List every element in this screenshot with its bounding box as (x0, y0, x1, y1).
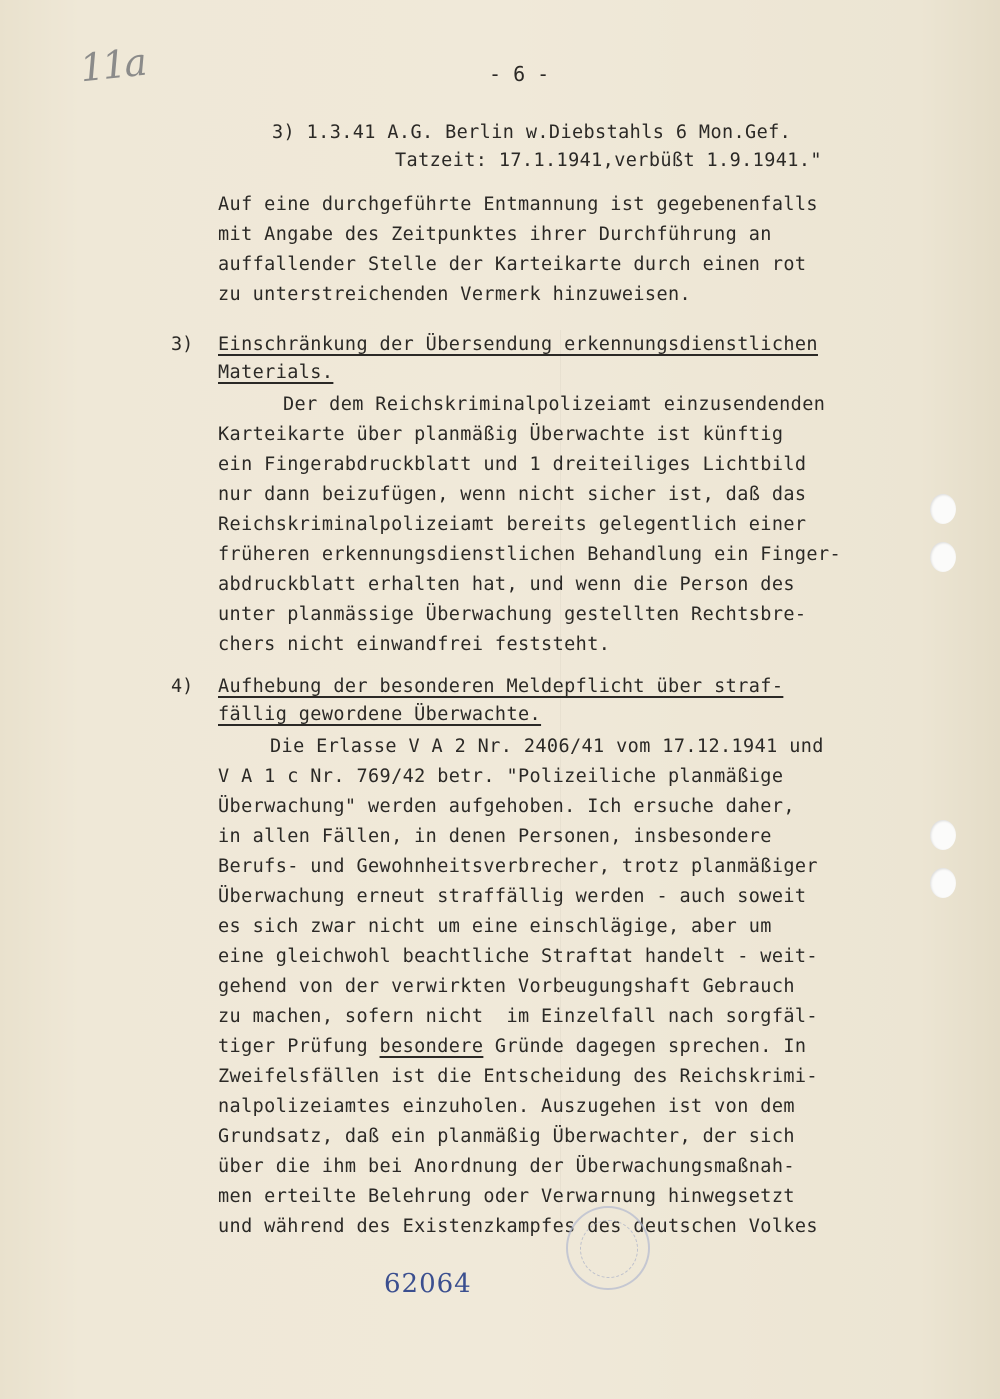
section-3-heading: Einschränkung der Übersendung erkennungsdienstlichen (218, 334, 818, 355)
section-4-body-line: zu machen, sofern nicht im Einzelfall nach sorgfäl- (218, 1006, 818, 1027)
section-4-body-line: Überwachung" werden aufgehoben. Ich ersuche daher, (218, 796, 795, 817)
archive-number: 62064 (384, 1269, 472, 1299)
handwritten-page-mark: 11a (77, 39, 148, 91)
section-4-body-line: und während des Existenzkampfes des deutschen Volkes (218, 1216, 818, 1237)
section-3-body-line: chers nicht einwandfrei feststeht. (218, 634, 611, 655)
section-4-body-line: V A 1 c Nr. 769/42 betr. "Polizeiliche planmäßige (218, 766, 784, 787)
section-3-body-line: Der dem Reichskriminalpolizeiamt einzusendenden (283, 394, 826, 415)
body-text: tiger Prüfung (218, 1036, 380, 1057)
section-4-body-line: men erteilte Belehrung oder Verwarnung hinwegsetzt (218, 1186, 795, 1207)
section-3-body-line: früheren erkennungsdienstlichen Behandlung ein Finger- (218, 544, 842, 565)
punch-hole (930, 820, 956, 850)
section-3-body-line: unter planmässige Überwachung gestellten Rechtsbre- (218, 604, 807, 625)
intro-line: mit Angabe des Zeitpunktes ihrer Durchführung an (218, 224, 772, 245)
section-4-body-line: gehend von der verwirkten Vorbeugungshaft Gebrauch (218, 976, 795, 997)
section-4-body-line: in allen Fällen, in denen Personen, insbesondere (218, 826, 772, 847)
section-4-body-line: es sich zwar nicht um eine einschlägige, aber um (218, 916, 772, 937)
section-4-body-line: Zweifelsfällen ist die Entscheidung des Reichskrimi- (218, 1066, 818, 1087)
punch-hole (930, 868, 956, 898)
section-4-body-line: Grundsatz, daß ein planmäßig Überwachter, der sich (218, 1126, 795, 1147)
section-4-body-line: eine gleichwohl beachtliche Straftat handelt - weit- (218, 946, 818, 967)
page-number: - 6 - (489, 62, 550, 86)
section-3-body-line: ein Fingerabdruckblatt und 1 dreiteiliges Lichtbild (218, 454, 807, 475)
section-4-body-line: über die ihm bei Anordnung der Überwachungsmaßnah- (218, 1156, 795, 1177)
section-4-body-line: Überwachung erneut straffällig werden - auch soweit (218, 886, 807, 907)
intro-line: zu unterstreichenden Vermerk hinzuweisen. (218, 284, 692, 305)
section-3-body-line: abdruckblatt erhalten hat, und wenn die Person des (218, 574, 795, 595)
intro-line: Auf eine durchgeführte Entmannung ist gegebenenfalls (218, 194, 818, 215)
section-4-body-line (218, 1036, 806, 1058)
entry-line-1: 3) 1.3.41 A.G. Berlin w.Diebstahls 6 Mon.Gef. (272, 122, 792, 143)
section-4-marker: 4) (171, 676, 194, 697)
section-3-body-line: nur dann beizufügen, wenn nicht sicher ist, daß das (218, 484, 807, 505)
stamp-inner-ring (580, 1220, 638, 1278)
body-text: Gründe dagegen sprechen. In (483, 1036, 807, 1057)
archive-stamp (566, 1206, 650, 1290)
section-4-heading: Aufhebung der besonderen Meldepflicht über straf- (218, 676, 784, 697)
section-4-heading: fällig gewordene Überwachte. (218, 704, 542, 725)
section-3-body-line: Karteikarte über planmäßig Überwachte ist künftig (218, 424, 784, 445)
section-4-body-line: Die Erlasse V A 2 Nr. 2406/41 vom 17.12.1941 und (270, 736, 824, 757)
section-4-body-line: nalpolizeiamtes einzuholen. Auszugehen ist von dem (218, 1096, 795, 1117)
intro-line: auffallender Stelle der Karteikarte durch einen rot (218, 254, 807, 275)
section-3-heading: Materials. (218, 362, 334, 383)
entry-line-2: Tatzeit: 17.1.1941,verbüßt 1.9.1941." (395, 150, 822, 171)
punch-hole (930, 494, 956, 524)
emphasis-underlined: besondere (379, 1036, 484, 1057)
section-3-body-line: Reichskriminalpolizeiamt bereits gelegentlich einer (218, 514, 807, 535)
section-3-marker: 3) (171, 334, 194, 355)
punch-hole (930, 542, 956, 572)
section-4-body-line: Berufs- und Gewohnheitsverbrecher, trotz planmäßiger (218, 856, 818, 877)
